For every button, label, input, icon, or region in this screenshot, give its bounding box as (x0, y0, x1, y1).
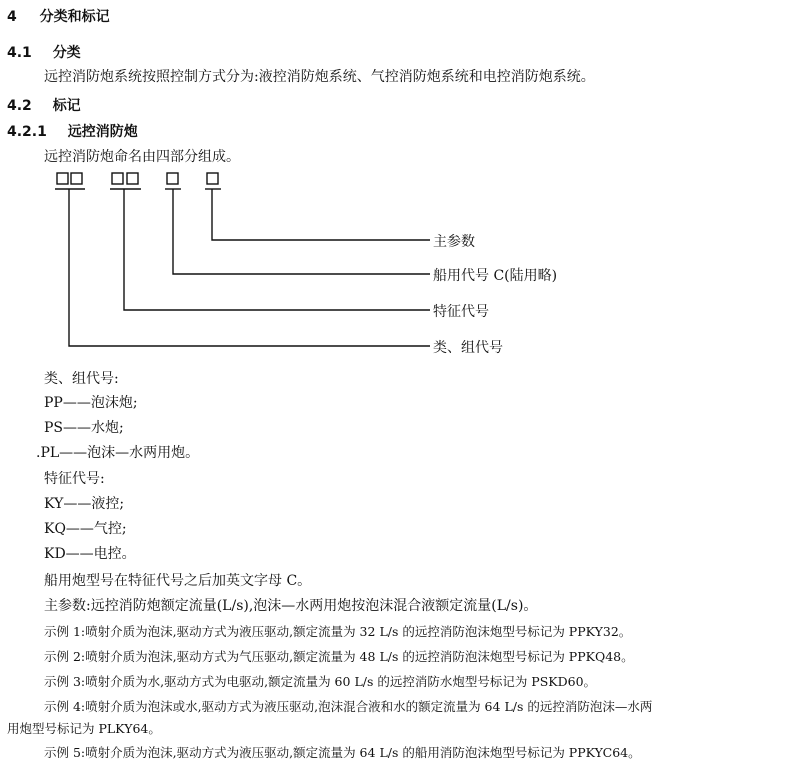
class-code-item: PP——泡沫炮; (44, 395, 138, 411)
subsection-number: 4.1 (7, 45, 32, 61)
subsection-title: 分类 (52, 45, 81, 61)
marine-note: 船用炮型号在特征代号之后加英文字母 C。 (44, 573, 312, 589)
subsection-number: 4.2 (7, 98, 32, 114)
diagram-label-main-param: 主参数 (433, 234, 475, 250)
class-code-item: .PL——泡沫—水两用炮。 (36, 445, 200, 461)
placeholder-box (167, 173, 178, 184)
leader-line-main-param (212, 189, 430, 240)
class-code-item: PS——水炮; (44, 420, 124, 436)
main-param-note: 主参数:远控消防炮额定流量(L/s),泡沫—水两用炮按泡沫混合液额定流量(L/s)。 (44, 598, 538, 614)
classification-text: 远控消防炮系统按照控制方式分为:液控消防炮系统、气控消防炮系统和电控消防炮系统。 (44, 69, 595, 85)
diagram-label-feature-code: 特征代号 (433, 304, 489, 320)
diagram-label-class-code: 类、组代号 (433, 340, 503, 356)
example-line-continuation: 用炮型号标记为 PLKY64。 (7, 721, 161, 736)
placeholder-box (207, 173, 218, 184)
example-line: 示例 4:喷射介质为泡沫或水,驱动方式为液压驱动,泡沫混合液和水的额定流量为 64 L/s 的远控消防泡沫—水两 (44, 699, 653, 714)
subsubsection-number: 4.2.1 (7, 124, 47, 140)
placeholder-box (57, 173, 68, 184)
example-line: 示例 5:喷射介质为泡沫,驱动方式为液压驱动,额定流量为 64 L/s 的船用消防泡沫炮型号标记为 PPKYC64。 (44, 745, 641, 760)
feature-code-item: KD——电控。 (44, 546, 136, 562)
section-number: 4 (7, 9, 17, 25)
example-line: 示例 3:喷射介质为水,驱动方式为电驱动,额定流量为 60 L/s 的远控消防水炮型号标记为 PSKD60。 (44, 674, 597, 689)
feature-code-item: KY——液控; (44, 496, 125, 512)
section-title: 分类和标记 (39, 9, 110, 25)
leader-line-feature-code (124, 189, 430, 310)
class-code-title: 类、组代号: (44, 371, 119, 387)
placeholder-box (127, 173, 138, 184)
placeholder-box (71, 173, 82, 184)
example-line: 示例 2:喷射介质为泡沫,驱动方式为气压驱动,额定流量为 48 L/s 的远控消防泡沫炮型号标记为 PPKQ48。 (44, 649, 634, 664)
example-line: 示例 1:喷射介质为泡沫,驱动方式为液压驱动,额定流量为 32 L/s 的远控消防泡沫炮型号标记为 PPKY32。 (44, 624, 632, 639)
subsubsection-title: 远控消防炮 (67, 124, 138, 140)
placeholder-box (112, 173, 123, 184)
subsection-title: 标记 (52, 98, 81, 114)
feature-code-item: KQ——气控; (44, 521, 127, 537)
feature-code-title: 特征代号: (44, 471, 105, 487)
remote-cannon-intro: 远控消防炮命名由四部分组成。 (44, 149, 240, 165)
leader-line-class-code (69, 189, 430, 346)
diagram-label-marine-code: 船用代号 C(陆用略) (433, 268, 558, 284)
